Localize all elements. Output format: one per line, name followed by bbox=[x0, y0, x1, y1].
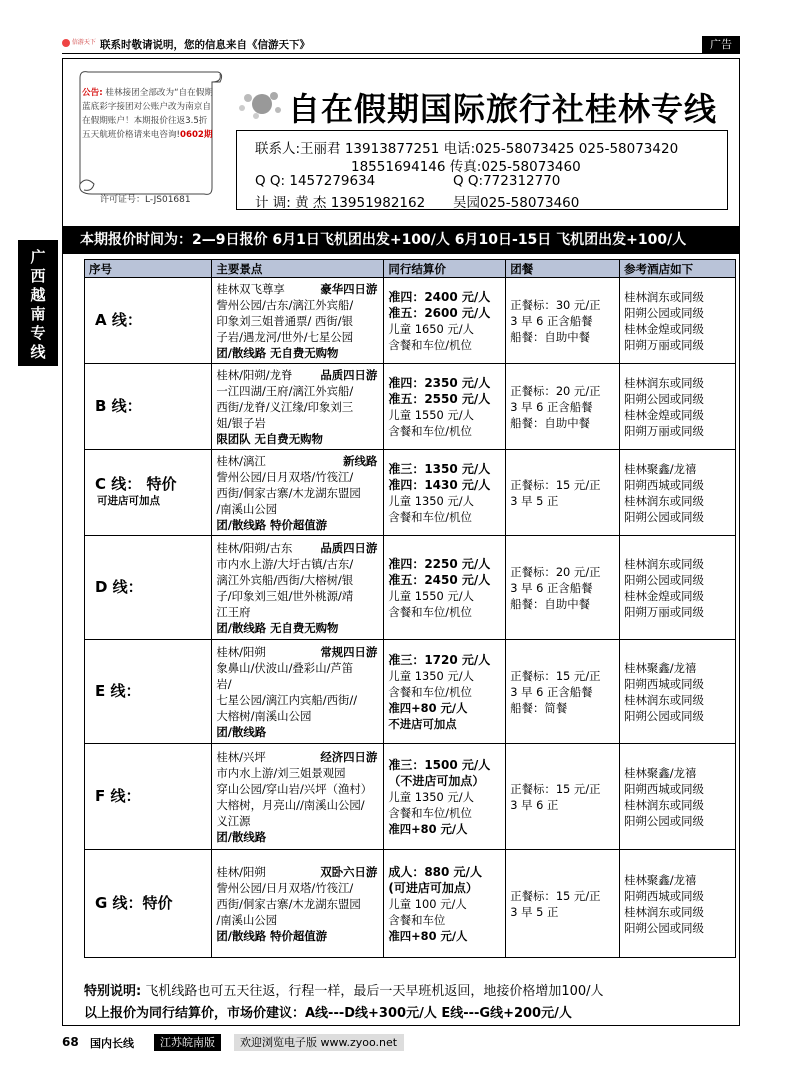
spots-footer: 团/散线路 特价超值游 bbox=[216, 928, 328, 943]
route-cell bbox=[85, 536, 212, 640]
spot-line: 訾州公园/日月双塔/竹筏江/ bbox=[216, 880, 354, 895]
price-cell bbox=[384, 744, 506, 850]
price-line: 成人：880 元/人 bbox=[388, 864, 482, 879]
spot-line: 江王府 bbox=[216, 604, 251, 619]
hotel-line: 桂林聚鑫/龙禧 bbox=[624, 461, 697, 476]
website-link[interactable]: 欢迎浏览电子版 www.zyoo.net bbox=[234, 1034, 404, 1051]
header-meal: 团餐 bbox=[506, 260, 620, 278]
publication-logo bbox=[62, 37, 96, 51]
spots-head-text: 桂林/阳朔 bbox=[216, 864, 266, 879]
routes-table bbox=[84, 259, 736, 958]
route-cell bbox=[85, 278, 212, 364]
price-cell bbox=[384, 364, 506, 450]
spot-line: 七星公园/漓江内宾船/西街// bbox=[216, 692, 358, 707]
license-number: 许可证号：L-JS01681 bbox=[100, 195, 191, 205]
spots-head bbox=[216, 281, 379, 297]
spots-cell bbox=[212, 536, 384, 640]
route-cell bbox=[85, 850, 212, 958]
spot-line: 姐/银子岩 bbox=[216, 415, 266, 430]
hotel-line: 阳朔公园或同级 bbox=[624, 813, 704, 828]
hotel-line: 阳朔公园或同级 bbox=[624, 391, 704, 406]
route-cell bbox=[85, 744, 212, 850]
spots-footer: 团/散线路 bbox=[216, 829, 267, 844]
top-notice: 联系时敬请说明，您的信息来自《信游天下》 bbox=[100, 39, 310, 51]
hotel-line: 阳朔万丽或同级 bbox=[624, 423, 704, 438]
hotel-line: 桂林金煌或同级 bbox=[624, 588, 704, 603]
route-name: D 线： bbox=[95, 578, 143, 596]
spot-line: 义江源 bbox=[216, 813, 251, 828]
price-line: 准五：2600 元/人 bbox=[388, 305, 491, 320]
spot-line: 大榕树，月亮山//南溪山公园/ bbox=[216, 797, 365, 812]
section-name: 国内长线 bbox=[90, 1037, 134, 1050]
spot-line: 漓江外宾船/西街/大榕树/银 bbox=[216, 572, 354, 587]
spots-cell bbox=[212, 278, 384, 364]
page-title: 自在假期国际旅行社桂林专线 bbox=[288, 90, 718, 128]
planner-contact: 计 调: 黄 杰 13951982162 bbox=[255, 195, 426, 211]
tour-type-tag: 豪华四日游 bbox=[320, 281, 378, 296]
hotel-line: 桂林润东或同级 bbox=[624, 556, 704, 571]
hotel-line: 阳朔万丽或同级 bbox=[624, 604, 704, 619]
spot-line: 訾州公园/古东/漓江外宾船/ bbox=[216, 297, 354, 312]
hotel-line: 阳朔西城或同级 bbox=[624, 477, 704, 492]
meal-cell bbox=[506, 278, 620, 364]
edition-badge: 江苏皖南版 bbox=[154, 1034, 221, 1051]
hotel-line: 阳朔公园或同级 bbox=[624, 305, 704, 320]
price-line: 准五：2450 元/人 bbox=[388, 572, 491, 587]
header-price: 同行结算价 bbox=[384, 260, 506, 278]
price-detail: 儿童 1350 元/人 bbox=[388, 493, 474, 508]
contact-line-1: 联系人:王丽君 13913877251 电话:025-58073425 025-58073420 bbox=[255, 141, 679, 157]
price-line: 准四：2250 元/人 bbox=[388, 556, 491, 571]
hotel-line: 桂林金煌或同级 bbox=[624, 321, 704, 336]
route-name: E 线： bbox=[95, 682, 141, 700]
header-hotel: 参考酒店如下 bbox=[620, 260, 736, 278]
hotel-line: 阳朔公园或同级 bbox=[624, 708, 704, 723]
spots-head-text: 桂林/阳朔 bbox=[216, 644, 266, 659]
qq-primary: Q Q: 1457279634 bbox=[255, 173, 376, 189]
meal-line: 3 早 6 正含船餐 bbox=[510, 684, 593, 699]
spot-line: 西街/侗家古寨/木龙湖东盟园 bbox=[216, 896, 361, 911]
price-detail: 含餐和车位/机位 bbox=[388, 805, 472, 820]
price-line: 准三：1350 元/人 bbox=[388, 461, 491, 476]
price-line: （不进店可加点） bbox=[388, 773, 485, 788]
price-extra: 准四+80 元/人 bbox=[388, 700, 468, 715]
meal-cell bbox=[506, 364, 620, 450]
price-line: 准三：1500 元/人 bbox=[388, 757, 491, 772]
hotel-line: 桂林润东或同级 bbox=[624, 375, 704, 390]
price-period-banner: 本期报价时间为：2—9日报价 6月1日飞机团出发+100/人 6月10日-15日 飞机团出发+100/人 bbox=[62, 226, 740, 254]
spot-line: 岩/ bbox=[216, 676, 232, 691]
price-cell bbox=[384, 278, 506, 364]
price-detail: 儿童 1650 元/人 bbox=[388, 321, 474, 336]
price-detail: 含餐和车位/机位 bbox=[388, 509, 472, 524]
hotel-line: 桂林润东或同级 bbox=[624, 904, 704, 919]
route-name: C 线： 特价 bbox=[95, 475, 177, 493]
meal-line: 正餐标：15 元/正 bbox=[510, 888, 601, 903]
tour-type-tag: 品质四日游 bbox=[320, 540, 378, 555]
price-line: 准四：2400 元/人 bbox=[388, 289, 491, 304]
contact-box bbox=[236, 130, 728, 210]
tour-type-tag: 新线路 bbox=[343, 453, 378, 468]
special-note-label: 特别说明: bbox=[84, 984, 142, 999]
hotel-cell bbox=[620, 536, 736, 640]
route-subtitle: 可进店可加点 bbox=[97, 495, 160, 507]
meal-line: 正餐标：30 元/正 bbox=[510, 297, 601, 312]
spots-footer: 团/散线路 特价超值游 bbox=[216, 517, 328, 532]
hotel-line: 阳朔公园或同级 bbox=[624, 572, 704, 587]
spot-line: 象鼻山/伏波山/叠彩山/芦笛 bbox=[216, 660, 354, 675]
tour-type-tag: 双卧六日游 bbox=[320, 864, 378, 879]
meal-line: 3 早 6 正含船餐 bbox=[510, 580, 593, 595]
side-tab-char: 专 bbox=[30, 324, 46, 342]
price-extra: 准四+80 元/人 bbox=[388, 821, 468, 836]
price-cell bbox=[384, 536, 506, 640]
price-line: 准四：2350 元/人 bbox=[388, 375, 491, 390]
special-note-text: 飞机线路也可五天往返，行程一样，最后一天早班机返回，地接价格增加100/人 bbox=[145, 984, 604, 999]
route-name: F 线： bbox=[95, 787, 141, 805]
hotel-line: 桂林润东或同级 bbox=[624, 797, 704, 812]
spots-cell bbox=[212, 744, 384, 850]
price-extra: 不进店可加点 bbox=[388, 716, 457, 731]
price-cell bbox=[384, 850, 506, 958]
tour-type-tag: 经济四日游 bbox=[320, 749, 378, 764]
spot-line: 市内水上游/大圩古镇/古东/ bbox=[216, 556, 354, 571]
price-detail: 含餐和车位/机位 bbox=[388, 337, 472, 352]
spots-cell bbox=[212, 450, 384, 536]
spots-head bbox=[216, 453, 379, 469]
hotel-cell bbox=[620, 850, 736, 958]
header-spots: 主要景点 bbox=[212, 260, 384, 278]
announcement-body: 桂林接团全部改为“自在假期蓝底彩字接团对公账户改为南京自在假期账户！本期报价往返3.5折 五天航班价格请来电咨询! bbox=[82, 88, 213, 140]
spot-line: 穿山公园/穿山岩/兴坪（渔村） bbox=[216, 781, 373, 796]
spots-head-text: 桂林/漓江 bbox=[216, 453, 266, 468]
price-line: 准三：1720 元/人 bbox=[388, 652, 491, 667]
hotel-line: 阳朔公园或同级 bbox=[624, 509, 704, 524]
hotel-line: 阳朔西城或同级 bbox=[624, 781, 704, 796]
price-detail: 儿童 1550 元/人 bbox=[388, 407, 474, 422]
spot-line: 一江四湖/王府/漓江外宾船/ bbox=[216, 383, 354, 398]
route-cell bbox=[85, 364, 212, 450]
hotel-cell bbox=[620, 364, 736, 450]
price-detail: 含餐和车位/机位 bbox=[388, 604, 472, 619]
hotel-cell bbox=[620, 744, 736, 850]
announcement-text bbox=[82, 86, 218, 142]
spots-head bbox=[216, 864, 379, 880]
spots-cell bbox=[212, 640, 384, 744]
meal-line: 3 早 5 正 bbox=[510, 493, 559, 508]
hotel-line: 桂林润东或同级 bbox=[624, 289, 704, 304]
hotel-line: 阳朔公园或同级 bbox=[624, 920, 704, 935]
side-category-tab bbox=[18, 240, 58, 366]
spot-line: /南溪山公园 bbox=[216, 912, 278, 927]
side-tab-char: 南 bbox=[30, 305, 46, 323]
meal-line: 3 早 6 正含船餐 bbox=[510, 399, 593, 414]
tour-type-tag: 常规四日游 bbox=[320, 644, 378, 659]
hotel-line: 桂林润东或同级 bbox=[624, 692, 704, 707]
table-row bbox=[85, 640, 736, 744]
issue-number: 0602期 bbox=[179, 130, 213, 140]
meal-line: 正餐标：20 元/正 bbox=[510, 564, 601, 579]
table-header-row bbox=[85, 260, 736, 278]
price-detail: 儿童 1350 元/人 bbox=[388, 789, 474, 804]
spots-head bbox=[216, 644, 379, 660]
route-name: B 线： bbox=[95, 397, 142, 415]
meal-line: 3 早 5 正 bbox=[510, 904, 559, 919]
spot-line: 子/印象刘三姐/世外桃源/靖 bbox=[216, 588, 354, 603]
meal-line: 正餐标：15 元/正 bbox=[510, 477, 601, 492]
meal-line: 船餐：自助中餐 bbox=[510, 415, 590, 430]
page-number: 68 bbox=[62, 1035, 79, 1049]
price-detail: 含餐和车位 bbox=[388, 912, 446, 927]
route-name: A 线： bbox=[95, 311, 142, 329]
hotel-line: 桂林聚鑫/龙禧 bbox=[624, 765, 697, 780]
price-line: 准四：1430 元/人 bbox=[388, 477, 491, 492]
spots-head bbox=[216, 367, 379, 383]
meal-cell bbox=[506, 450, 620, 536]
contact-line-2: 18551694146 传真:025-58073460 bbox=[351, 159, 581, 175]
table-row bbox=[85, 744, 736, 850]
hotel-line: 阳朔万丽或同级 bbox=[624, 337, 704, 352]
price-detail: 儿童 1550 元/人 bbox=[388, 588, 474, 603]
route-cell bbox=[85, 450, 212, 536]
side-tab-char: 线 bbox=[30, 343, 46, 361]
hotel-line: 桂林金煌或同级 bbox=[624, 407, 704, 422]
market-price-note: 以上报价为同行结算价，市场价建议：A线---D线+300元/人 E线---G线+200元/人 bbox=[84, 1006, 572, 1021]
price-line: 准五：2550 元/人 bbox=[388, 391, 491, 406]
footer-bar bbox=[62, 1034, 740, 1052]
meal-line: 3 早 6 正含船餐 bbox=[510, 313, 593, 328]
price-cell bbox=[384, 450, 506, 536]
meal-line: 3 早 6 正 bbox=[510, 797, 559, 812]
spots-cell bbox=[212, 364, 384, 450]
side-tab-char: 越 bbox=[30, 286, 46, 304]
meal-cell bbox=[506, 850, 620, 958]
meal-line: 船餐：自助中餐 bbox=[510, 329, 590, 344]
qq-secondary: Q Q:772312770 bbox=[453, 173, 561, 189]
hotel-cell bbox=[620, 450, 736, 536]
special-note bbox=[84, 980, 604, 999]
hotel-cell bbox=[620, 640, 736, 744]
spot-line: 子岩/遇龙河/世外/七星公园 bbox=[216, 329, 354, 344]
top-bar bbox=[62, 36, 740, 54]
spot-line: 訾州公园/日月双塔/竹筏江/ bbox=[216, 469, 354, 484]
hotel-line: 桂林聚鑫/龙禧 bbox=[624, 872, 697, 887]
logo-text: 信游天下 bbox=[71, 39, 96, 46]
hotel-cell bbox=[620, 278, 736, 364]
table-row bbox=[85, 364, 736, 450]
hotel-line: 桂林润东或同级 bbox=[624, 493, 704, 508]
spots-footer: 限团队 无自费无购物 bbox=[216, 431, 323, 446]
tour-type-tag: 品质四日游 bbox=[320, 367, 378, 382]
table-row bbox=[85, 278, 736, 364]
spots-footer: 团/散线路 无自费无购物 bbox=[216, 345, 339, 360]
route-cell bbox=[85, 640, 212, 744]
spot-line: 西街/龙脊/义江缘/印象刘三 bbox=[216, 399, 354, 414]
meal-line: 正餐标：15 元/正 bbox=[510, 668, 601, 683]
spots-footer: 团/散线路 无自费无购物 bbox=[216, 620, 339, 635]
spots-head-text: 桂林/兴坪 bbox=[216, 749, 266, 764]
spot-line: 印象刘三姐普通票/ 西街/银 bbox=[216, 313, 353, 328]
side-tab-char: 西 bbox=[30, 267, 46, 285]
meal-line: 船餐：简餐 bbox=[510, 700, 568, 715]
meal-line: 船餐：自助中餐 bbox=[510, 596, 590, 611]
table-row bbox=[85, 450, 736, 536]
meal-line: 正餐标：15 元/正 bbox=[510, 781, 601, 796]
route-name: G 线：特价 bbox=[95, 894, 173, 912]
side-tab-char: 广 bbox=[30, 248, 46, 266]
spot-line: 西街/侗家古寨/木龙湖东盟园 bbox=[216, 485, 361, 500]
ad-badge: 广告 bbox=[702, 36, 740, 54]
meal-line: 正餐标：20 元/正 bbox=[510, 383, 601, 398]
price-detail: 含餐和车位/机位 bbox=[388, 684, 472, 699]
price-line: (可进店可加点） bbox=[388, 880, 478, 895]
meal-cell bbox=[506, 744, 620, 850]
announcement-label: 公告: bbox=[82, 88, 103, 98]
price-extra: 准四+80 元/人 bbox=[388, 928, 468, 943]
spots-head-text: 桂林/阳朔/龙脊 bbox=[216, 367, 293, 382]
table-row bbox=[85, 536, 736, 640]
hotel-line: 阳朔西城或同级 bbox=[624, 888, 704, 903]
price-detail: 儿童 100 元/人 bbox=[388, 896, 467, 911]
dandelion-logo-icon bbox=[234, 86, 284, 122]
planner-contact-2: 吴园025-58073460 bbox=[453, 195, 580, 211]
spot-line: 大榕树/南溪山公园 bbox=[216, 708, 312, 723]
hotel-line: 桂林聚鑫/龙禧 bbox=[624, 660, 697, 675]
meal-cell bbox=[506, 536, 620, 640]
price-detail: 儿童 1350 元/人 bbox=[388, 668, 474, 683]
spots-cell bbox=[212, 850, 384, 958]
meal-cell bbox=[506, 640, 620, 744]
header-index: 序号 bbox=[85, 260, 212, 278]
spots-footer: 团/散线路 bbox=[216, 724, 267, 739]
hotel-line: 阳朔西城或同级 bbox=[624, 676, 704, 691]
spots-head-text: 桂林双飞尊享 bbox=[216, 281, 285, 296]
spots-head-text: 桂林/阳朔/古东 bbox=[216, 540, 293, 555]
spot-line: /南溪山公园 bbox=[216, 501, 278, 516]
table-row bbox=[85, 850, 736, 958]
spot-line: 市内水上游/刘三姐景观园 bbox=[216, 765, 346, 780]
price-cell bbox=[384, 640, 506, 744]
spots-head bbox=[216, 540, 379, 556]
spots-head bbox=[216, 749, 379, 765]
price-detail: 含餐和车位/机位 bbox=[388, 423, 472, 438]
